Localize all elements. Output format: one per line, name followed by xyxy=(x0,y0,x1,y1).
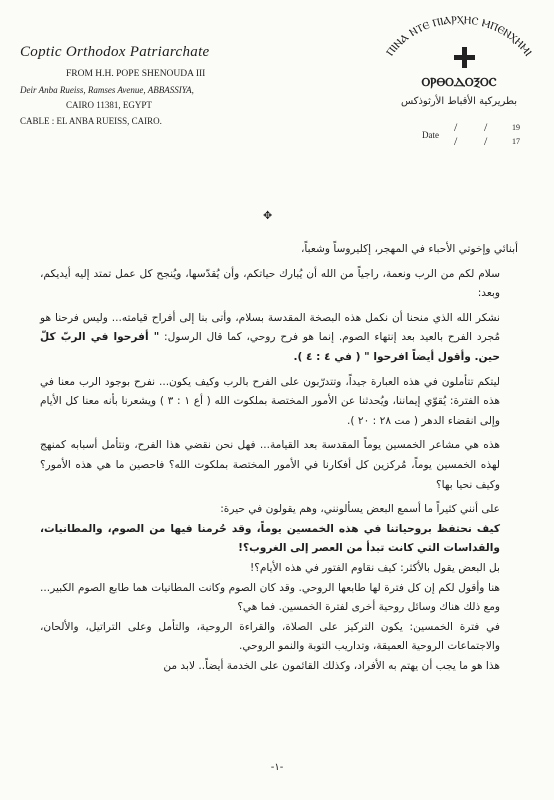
patriarchate-seal xyxy=(368,8,548,126)
letterhead-left xyxy=(20,44,250,129)
date-slash: / xyxy=(454,134,458,148)
cable-line: CABLE : EL ANBA RUEISS, CAIRO. xyxy=(20,115,162,126)
question-text: كيف نحتفظ بروحياتنا في هذه الخمسين يوماً، وقد حُرمنا فيها من الصوم، والمطانيات، والقداسات التي كانت تبدأ من العصر إلى الغروب؟! xyxy=(40,522,500,555)
greeting: أبنائي وإخوتي الأحباء في المهجر، إكليروساً وشعباً، xyxy=(301,243,518,255)
date-slash: / xyxy=(454,120,458,134)
paragraph: بل البعض يقول بالأكثر: كيف نقاوم الفتور في هذه الأيام؟! xyxy=(250,561,500,574)
address-line-1: Deir Anba Rueiss, Ramses Avenue, ABBASSIYA, xyxy=(20,84,194,95)
paragraph: هذا هو ما يجب أن يهتم به الأفراد، وكذلك القائمون على الخدمة أيضاً.. لابد من xyxy=(163,659,500,672)
org-title: Coptic Orthodox Patriarchate xyxy=(20,44,210,60)
seal-orthodox-text: ⲞⲢⲐⲞⲆⲞⲜⲞⲤ xyxy=(421,75,497,89)
paragraph: على أنني كثيراً ما أسمع البعض يسألونني، وهم يقولون في حيرة: xyxy=(220,503,500,516)
cross-icon xyxy=(454,47,475,68)
date-year-top: 19 xyxy=(512,123,520,132)
paragraph: سلام لكم من الرب ونعمة، راجياً من الله أن يُبارك حياتكم، وأن يُقدّسها، ويُنجح كل عمل تمتد إليه أيديكم، وبعد: xyxy=(40,267,500,300)
seal-coptic-arc-text: ⲠⲒⲚⲀ ⲚⲦⲈ ⲠⲒⲀⲢⲬⲎⲤ ⲘⲠⲈⲚⲬⲎⲘⲒ xyxy=(384,14,534,59)
paragraph xyxy=(40,309,518,368)
paragraph: هذه هي مشاعر الخمسين يوماً المقدسة بعد القيامة... فهل نحن نقضي هذا الفرح، ونتأمل أسبابه كمنهج لهذه الخمسين يوماً، مُركزين كل أفكارنا في الأمور المختصة بملكوت الله؟ فاحصين ما هي هذه الأمور؟ وكيف نحيا بها؟ xyxy=(40,439,500,491)
date-slash: / xyxy=(484,120,488,134)
date-field xyxy=(444,120,544,152)
paragraph: في فترة الخمسين: يكون التركيز على الصلاة، والقراءة الروحية، والتأمل وعلى التراتيل، والألحان، والاجتماعات الروحية العميقة، وتداريب التوبة والنمو الروحي. xyxy=(40,620,500,653)
seal-arabic-text: بطريركية الأقباط الأرثوذكس xyxy=(400,96,518,107)
ornament-separator: ✥ xyxy=(263,209,273,222)
date-label: Date xyxy=(422,130,439,140)
date-slash: / xyxy=(484,134,488,148)
paragraph: ليتكم تتأملون في هذه العبارة جيداً، وتتدرّبون على الفرح بالرب وكيف يكون... نفرح بوجود الرب معنا في هذه الفترة: يُقوّي إيماننا، ويُحدثنا عن الأمور المختصة بملكوت الله ( أع ١ : ٣ ) ويشعرنا بأنه معنا كل الأيام وإلى انقضاء الدهر ( مت ٢٨ : ٢٠ ). xyxy=(40,375,500,427)
date-year-bottom: 17 xyxy=(512,137,520,146)
letter-body xyxy=(40,240,518,676)
address-line-2: CAIRO 11381, EGYPT xyxy=(66,100,152,110)
from-line: FROM H.H. POPE SHENOUDA III xyxy=(66,69,206,79)
letterhead-right xyxy=(368,8,548,148)
paragraph-text: نشكر الله الذي منحنا أن نكمل هذه البصخة المقدسة بسلام، وأتى بنا إلى أفراح قيامته... وليس فرحنا هو مُجرد الفرح بالعيد بعد إنتهاء الصوم. إنما هو فرح روحي، كما قال الرسول: xyxy=(40,311,500,344)
page-number: -١- xyxy=(270,762,284,773)
paragraph: هنا وأقول لكم إن كل فترة لها طابعها الروحي. وقد كان الصوم وكانت المطانيات هما طابع الصوم الكبير... ومع ذلك هناك وسائل روحية أخرى لفترة الخمسين. فما هي؟ xyxy=(40,581,500,614)
scripture-quote: " أفرحوا في الربّ كلّ حين. وأقول أيضاً افرحوا " ( في ٤ : ٤ ). xyxy=(40,331,500,363)
